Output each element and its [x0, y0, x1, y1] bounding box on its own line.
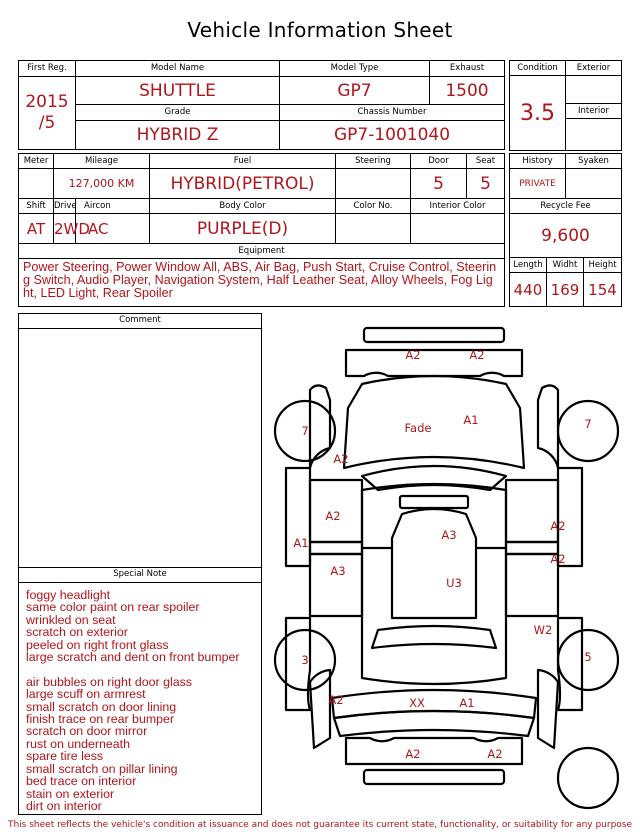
- cabin-outline: [362, 484, 506, 684]
- fuel-value: HYBRID(PETROL): [150, 169, 336, 199]
- special-note-item: scratch on exterior: [26, 625, 128, 640]
- shift-label: Shift: [19, 199, 54, 214]
- disclaimer-footer: This sheet reflects the vehicle's condition at issuance and does not guarantee its current state, functionality, or suitability for any purpose: [7, 820, 633, 830]
- mark-left-pillar: A1: [293, 536, 309, 550]
- mark-right-front-door: A2: [550, 519, 566, 533]
- equipment-list: Power Steering, Power Window All, ABS, Air Bag, Push Start, Cruise Control, Steering Switch, Audio Player, Navigation System, Half Leather Seat, Alloy Wheels, Fog Light, LED Light, Rear Spoiler: [23, 260, 497, 300]
- special-note-item: spare tire less: [26, 749, 104, 764]
- comment-body: [19, 329, 261, 568]
- interior-color-label: Interior Color: [411, 199, 505, 214]
- mark-hood-fade: Fade: [404, 421, 432, 435]
- left-pillar-panel: [310, 542, 362, 554]
- special-note-item: [26, 663, 261, 675]
- mark-interior: U3: [446, 576, 462, 590]
- history-value: PRIVATE: [510, 169, 566, 199]
- vehicle-damage-diagram: [270, 318, 625, 818]
- shift-value: AT: [19, 214, 54, 244]
- mark-rear-bumper-right: A2: [487, 747, 503, 761]
- page-title: Vehicle Information Sheet: [187, 18, 453, 42]
- comment-label: Comment: [19, 314, 261, 329]
- mark-tire-rear-left: 3: [301, 653, 309, 667]
- roof: [400, 496, 468, 508]
- model-info-table: [18, 60, 505, 150]
- equipment-label: Equipment: [19, 244, 505, 259]
- first-reg-month: /5: [38, 112, 56, 133]
- special-note-item: rust on underneath: [26, 736, 131, 751]
- notes-panel: [18, 313, 262, 815]
- mark-left-rear-door: A3: [330, 564, 346, 578]
- exterior-label: Exterior: [566, 61, 622, 76]
- right-rear-quarter: [538, 670, 558, 748]
- mark-right-rear-door: A2: [550, 552, 566, 566]
- aircon-label: Aircon: [76, 199, 150, 214]
- special-note-item: scratch on door mirror: [26, 724, 148, 739]
- length-value: 440: [510, 273, 547, 307]
- mark-right-rear-fender: W2: [533, 623, 553, 637]
- model-type-label: Model Type: [280, 61, 430, 77]
- interior-color-value: [411, 214, 505, 244]
- mileage-value: 127,000 KM: [54, 169, 150, 199]
- length-label: Length: [510, 258, 547, 273]
- mark-left-rear-fender: A2: [328, 693, 344, 707]
- first-reg-value: [19, 76, 76, 149]
- fuel-label: Fuel: [150, 154, 336, 169]
- front-bumper-strip: [364, 328, 504, 342]
- grade-label: Grade: [76, 105, 280, 121]
- first-reg-label: First Reg.: [19, 61, 76, 77]
- exhaust-value: 1500: [430, 76, 505, 105]
- special-note-item: dirt on interior: [26, 798, 102, 813]
- special-note-item: small scratch on pillar lining: [26, 761, 178, 776]
- drive-label: Drive: [54, 199, 76, 214]
- special-note-item: bed trace on interior: [26, 774, 137, 789]
- mark-tire-rear-right: 5: [584, 650, 592, 664]
- interior-value: [566, 119, 622, 151]
- door-label: Door: [411, 154, 467, 169]
- drive-value: 2WD: [54, 214, 76, 244]
- color-no-value: [336, 214, 411, 244]
- chassis-number-label: Chassis Number: [280, 105, 505, 121]
- history-label: History: [510, 154, 566, 169]
- condition-value: 3.5: [510, 76, 566, 151]
- model-name-label: Model Name: [76, 61, 280, 77]
- mark-rear-gate-right: A1: [459, 696, 475, 710]
- special-note-item: wrinkled on seat: [26, 612, 116, 627]
- steering-value: [336, 169, 411, 199]
- special-note-item: large scuff on armrest: [26, 687, 146, 702]
- left-fender-strip: [286, 468, 310, 566]
- special-note-item: small scratch on door lining: [26, 699, 177, 714]
- mark-roof: A3: [441, 528, 457, 542]
- interior-label: Interior: [566, 104, 622, 119]
- mark-front-bumper-left: A2: [405, 348, 421, 362]
- steering-label: Steering: [336, 154, 411, 169]
- spare-tire: [558, 748, 618, 808]
- condition-label: Condition: [510, 61, 566, 76]
- mark-left-front-door: A2: [325, 509, 341, 523]
- first-reg-year: 2015: [25, 91, 69, 112]
- right-front-fender: [538, 385, 558, 468]
- meter-value: [19, 169, 54, 199]
- special-note-list: [19, 583, 261, 812]
- grade-value: HYBRID Z: [76, 121, 280, 150]
- model-name-value: SHUTTLE: [76, 76, 280, 105]
- chassis-number-value: GP7-1001040: [280, 121, 505, 150]
- color-no-label: Color No.: [336, 199, 411, 214]
- rear-bumper-strip: [364, 770, 504, 784]
- mark-front-bumper-right: A2: [469, 348, 485, 362]
- special-note-item: air bubbles on right door glass: [26, 674, 192, 689]
- mileage-label: Mileage: [54, 154, 150, 169]
- recycle-fee-value: 9,600: [510, 214, 622, 258]
- mark-rear-gate-left: XX: [409, 696, 425, 710]
- rear-gate-lower: [334, 711, 534, 736]
- seat-label: Seat: [467, 154, 505, 169]
- mark-left-fender: A2: [333, 452, 349, 466]
- front-bumper: [346, 350, 522, 376]
- recycle-fee-label: Recycle Fee: [510, 199, 622, 214]
- mark-tire-front-right: 7: [584, 417, 592, 431]
- mark-rear-bumper-left: A2: [405, 747, 421, 761]
- hood: [344, 376, 524, 468]
- door-value: 5: [411, 169, 467, 199]
- special-note-item: foggy headlight: [26, 588, 111, 602]
- meter-label: Meter: [19, 154, 54, 169]
- left-front-fender: [310, 385, 330, 468]
- history-table: [509, 153, 622, 307]
- syaken-label: Syaken: [566, 154, 622, 169]
- special-note-item: same color paint on rear spoiler: [26, 600, 200, 615]
- exhaust-label: Exhaust: [430, 61, 505, 77]
- seat-value: 5: [467, 169, 505, 199]
- tire-front-right: [558, 401, 618, 461]
- aircon-value: AC: [76, 214, 150, 244]
- condition-table: [509, 60, 622, 151]
- special-note-item: large scratch and dent on front bumper: [26, 650, 240, 665]
- width-value: 169: [547, 273, 584, 307]
- height-label: Height: [584, 258, 622, 273]
- special-note-label: Special Note: [19, 568, 261, 583]
- mark-tire-front-left: 7: [301, 424, 309, 438]
- special-note-item: stain on exterior: [26, 786, 115, 801]
- body-color-value: PURPLE(D): [150, 214, 336, 244]
- width-label: Widht: [547, 258, 584, 273]
- special-note-item: finish trace on rear bumper: [26, 712, 175, 727]
- mark-hood: A1: [463, 413, 479, 427]
- syaken-value: [566, 169, 622, 199]
- exterior-value: [566, 76, 622, 104]
- body-color-label: Body Color: [150, 199, 336, 214]
- height-value: 154: [584, 273, 622, 307]
- rear-window: [372, 626, 496, 648]
- special-note-item: peeled on right front glass: [26, 637, 169, 652]
- model-type-value: GP7: [280, 76, 430, 105]
- roof-panel: [392, 509, 476, 618]
